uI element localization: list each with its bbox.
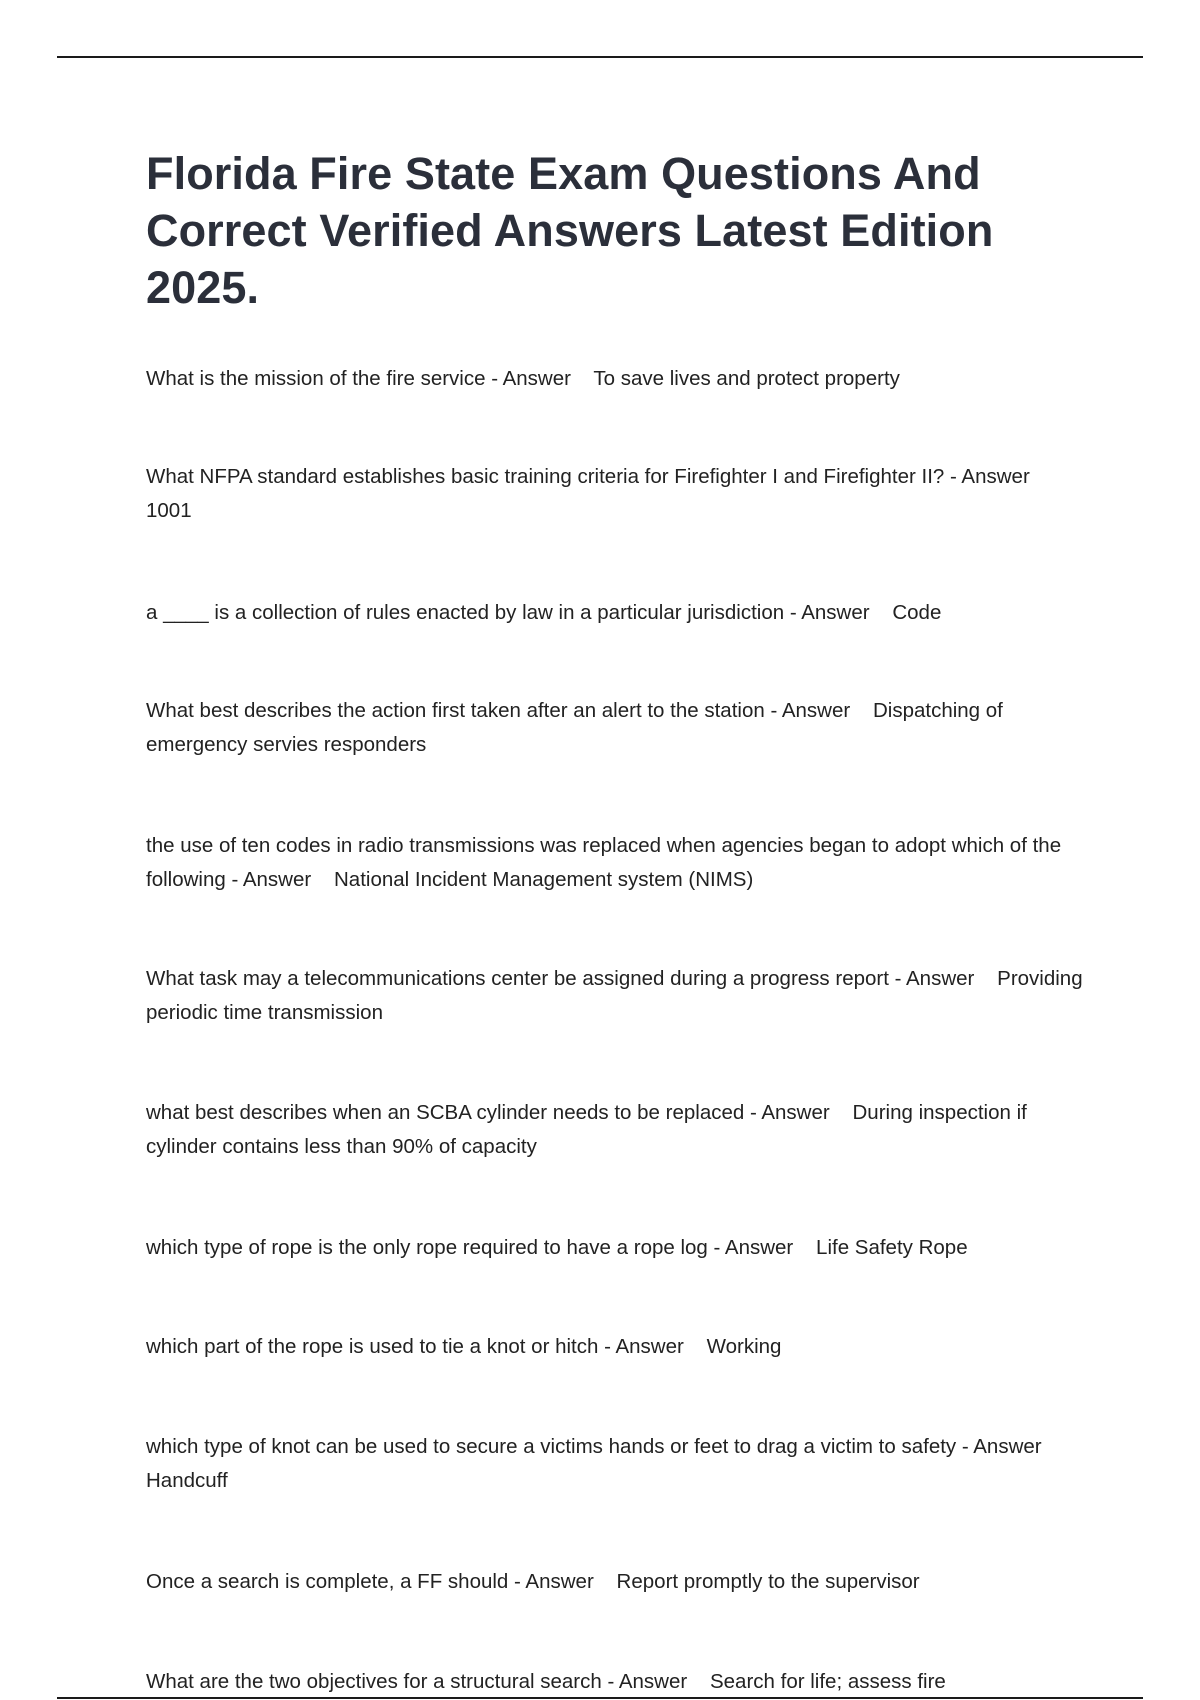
bottom-rule bbox=[57, 1697, 1143, 1699]
qa-item-11: Once a search is complete, a FF should - Answer Report promptly to the supervisor bbox=[146, 1570, 920, 1593]
qa-item-6: What task may a telecommunications center be assigned during a progress report - Answer Providing periodic time transmission bbox=[146, 967, 1089, 1024]
qa-item-3: a ____ is a collection of rules enacted by law in a particular jurisdiction - Answer Code bbox=[146, 601, 942, 624]
qa-item-1: What is the mission of the fire service - Answer To save lives and protect property bbox=[146, 367, 900, 390]
qa-item-4: What best describes the action first taken after an alert to the station - Answer Dispatching of emergency servies responders bbox=[146, 699, 1009, 756]
qa-item-5: the use of ten codes in radio transmissions was replaced when agencies began to adopt which of the following - Answer National Incident Management system (NIMS) bbox=[146, 834, 1067, 891]
page-title: Florida Fire State Exam Questions And Correct Verified Answers Latest Edition 2025. bbox=[146, 148, 994, 313]
qa-item-9: which part of the rope is used to tie a knot or hitch - Answer Working bbox=[146, 1335, 782, 1358]
qa-item-2: What NFPA standard establishes basic training criteria for Firefighter I and Firefighter II? - Answer 1001 bbox=[146, 465, 1053, 522]
qa-item-8: which type of rope is the only rope required to have a rope log - Answer Life Safety Rope bbox=[146, 1236, 968, 1259]
qa-item-12: What are the two objectives for a structural search - Answer Search for life; assess fire bbox=[146, 1670, 946, 1693]
top-rule bbox=[57, 56, 1143, 58]
qa-item-7: what best describes when an SCBA cylinder needs to be replaced - Answer During inspection if cylinder contains less than 90% of capacity bbox=[146, 1101, 1033, 1158]
qa-item-10: which type of knot can be used to secure a victims hands or feet to drag a victim to safety - Answer Handcuff bbox=[146, 1435, 1065, 1492]
